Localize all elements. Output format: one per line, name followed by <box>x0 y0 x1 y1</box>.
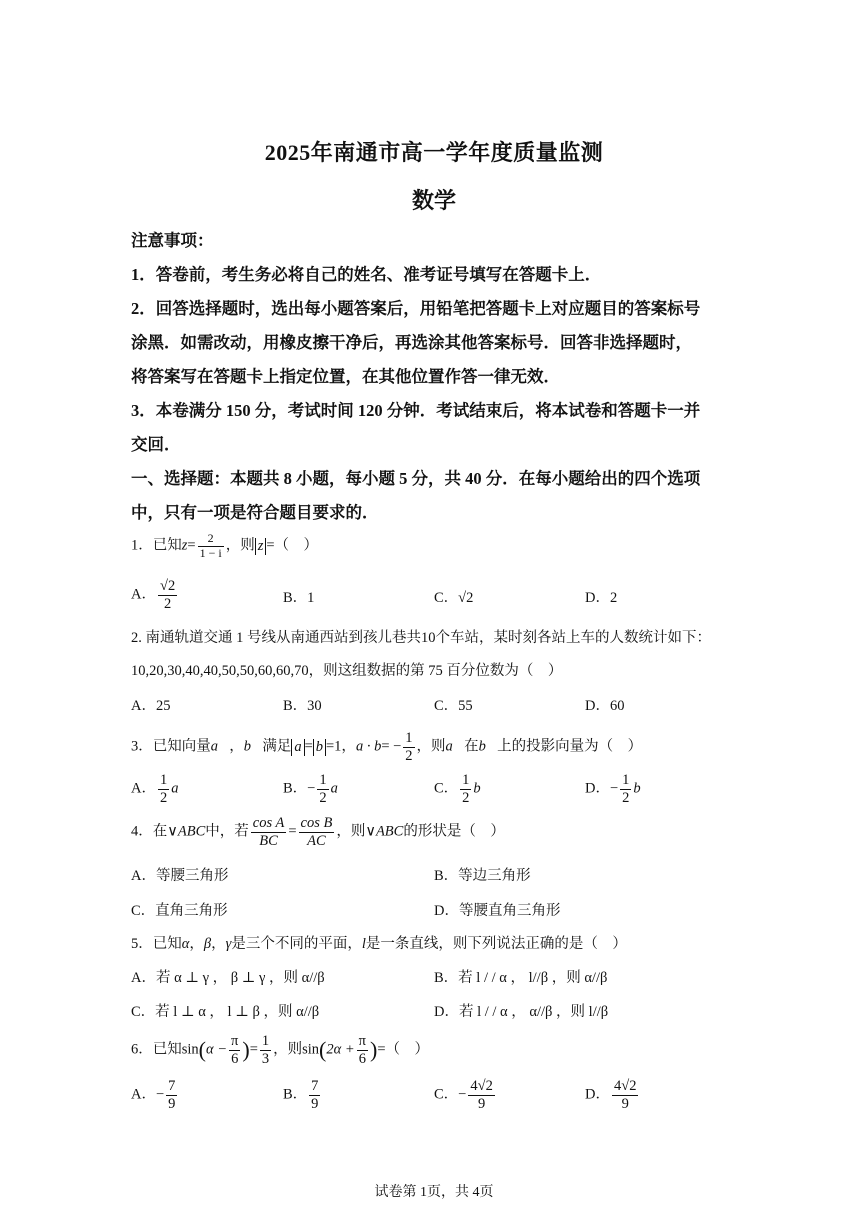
question-5 <box>131 932 627 953</box>
q3-num: 1 <box>405 730 413 746</box>
frac-num: 1 <box>261 1033 270 1049</box>
frac-num: 1 <box>319 772 327 788</box>
option-label: C． <box>434 1086 459 1103</box>
exam-title: 2025年南通市高一学年度质量监测 <box>264 140 604 165</box>
q3-dot: a · b <box>355 738 382 755</box>
q3-eq1: =1， <box>326 738 356 755</box>
q3-eq2: = − <box>381 738 402 755</box>
q1-option-b[interactable]: B．1 <box>283 590 315 606</box>
q6-suffix: =（ ） <box>377 1041 429 1058</box>
q4-option-c[interactable]: C．直角三角形 <box>131 903 228 919</box>
frac-num: π <box>358 1033 366 1049</box>
option-label: B． <box>283 1086 308 1103</box>
q4-frac1 <box>251 815 287 849</box>
option-label: D． <box>585 1086 610 1103</box>
q4-then: ，则∨ <box>336 823 376 840</box>
frac-den: 2 <box>462 789 470 806</box>
q1-mid: ，则 <box>225 537 255 554</box>
note-line: 交回． <box>131 435 181 454</box>
q4-eq: = <box>288 823 297 840</box>
q6-c-frac <box>468 1078 494 1112</box>
q6-d-frac <box>612 1078 638 1112</box>
page-footer: 试卷第 1页，共 4页 <box>374 1185 494 1200</box>
frac-den: 6 <box>358 1050 366 1067</box>
question-4 <box>131 815 505 849</box>
q6-a-frac <box>166 1078 177 1112</box>
q1-var: z <box>181 537 188 554</box>
q3-sep: ， <box>229 738 244 755</box>
frac-num: cos A <box>252 815 285 831</box>
frac-num: 1 <box>622 772 630 788</box>
q1-fraction <box>198 532 224 561</box>
question-1 <box>131 532 318 561</box>
q6-val <box>260 1033 271 1067</box>
q5-option-b[interactable]: B．若 l / / α ， l//β ，则 α//β <box>434 970 608 986</box>
q2-option-a[interactable]: A．25 <box>131 698 171 714</box>
q3-option-b[interactable] <box>283 772 349 806</box>
q6-arg2: 2α + <box>326 1041 355 1058</box>
frac-num: π <box>231 1033 239 1049</box>
option-label: B． <box>283 780 308 797</box>
q3-rest-a: a⃗ <box>445 738 465 755</box>
q5-option-d[interactable]: D．若 l / / α ， α//β ，则 l//β <box>434 1004 609 1020</box>
q4-mid: 中，若 <box>205 823 249 840</box>
q5-alpha: α <box>181 936 190 952</box>
q4-suffix: 的形状是（ ） <box>403 823 505 840</box>
q3-den: 2 <box>405 747 413 764</box>
vec: a⃗ <box>330 780 350 797</box>
q6-sin1: sin <box>181 1041 199 1058</box>
q1-option-d[interactable]: D．2 <box>585 590 618 606</box>
frac-den: BC <box>259 832 278 849</box>
q1-suffix: =（ ） <box>266 537 319 554</box>
q3-vec-a: a⃗ <box>210 738 230 755</box>
q3-cond: 满足 <box>262 738 292 755</box>
note-line: 3．本卷满分 150 分，考试时间 120 分钟．考试结束后，将本试卷和答题卡一并 <box>131 401 701 420</box>
q2-option-b[interactable]: B．30 <box>283 698 322 714</box>
q6-option-b[interactable] <box>283 1078 322 1112</box>
q1-den: 1 − i <box>199 545 222 560</box>
q6-option-c[interactable] <box>434 1078 497 1112</box>
q5-gamma: γ <box>225 936 232 952</box>
note-line: 2．回答选择题时，选出每小题答案后，用铅笔把答题卡上对应题目的答案标号 <box>131 299 701 318</box>
q3-fraction <box>403 730 414 764</box>
question-2-line2: 10,20,30,40,40,50,50,60,60,70，则这组数据的第 75 百分位数为（ ） <box>131 663 563 679</box>
q6-then: ，则 <box>273 1041 303 1058</box>
q2-option-d[interactable]: D．60 <box>585 698 625 714</box>
frac-num: 1 <box>462 772 470 788</box>
q6-sin2: sin <box>302 1041 320 1058</box>
q3-rest-b: b⃗ <box>478 738 498 755</box>
q4-tri2: ABC <box>375 823 404 840</box>
vec: a⃗ <box>171 780 190 797</box>
sign: − <box>458 1086 467 1103</box>
q6-b-frac <box>309 1078 320 1112</box>
question-3: 3．已知向量a⃗，b⃗满足 a = b =1，a · b= − $\frac{1}{2}$ ，则a⃗在b⃗上的投影向量为（ ） <box>131 730 643 764</box>
q3-rest: ，则 <box>416 738 446 755</box>
q5-option-c[interactable]: C．若 l ⊥ α ， l ⊥ β ，则 α//β <box>131 1004 320 1020</box>
sign: − <box>609 780 619 797</box>
note-line: 1．答卷前，考生务必将自己的姓名、准考证号填写在答题卡上． <box>131 265 602 284</box>
q6-eq: = <box>249 1041 258 1058</box>
section-line: 一、选择题：本题共 8 小题，每小题 5 分，共 40 分．在每小题给出的四个选项 <box>131 469 701 488</box>
option-label: C． <box>434 590 459 606</box>
q6-arg1: α − <box>206 1041 228 1058</box>
subject-title: 数学 <box>411 188 456 213</box>
option-label: A． <box>131 1086 156 1103</box>
question-6: 6．已知sin(α − $\frac{\pi}{6}$ )= $\frac{1}{3}$ ，则sin(2α + $\frac{\pi}{6}$ )=（ ） <box>131 1033 429 1067</box>
option-label: C． <box>434 780 459 797</box>
q3-abs-a: a <box>291 739 304 756</box>
q4-tri: ABC <box>177 823 206 840</box>
frac-den: AC <box>307 832 326 849</box>
q6-option-a[interactable] <box>131 1078 179 1112</box>
frac-den: 9 <box>621 1095 629 1112</box>
q3-abs-b: b <box>313 739 326 756</box>
q5-text3: 是一条直线，则下列说法正确的是（ ） <box>365 936 627 952</box>
q6-pi1 <box>229 1033 240 1067</box>
q4-option-a[interactable]: A．等腰三角形 <box>131 868 229 884</box>
q3-b-frac <box>317 772 328 806</box>
frac-num: 4√2 <box>613 1078 637 1094</box>
q5-option-a[interactable]: A．若 α ⊥ γ ， β ⊥ γ ，则 α//β <box>131 970 325 986</box>
frac-den: 9 <box>311 1095 319 1112</box>
option-label: A． <box>131 780 156 797</box>
q4-frac2 <box>299 815 335 849</box>
frac-den: 2 <box>319 789 327 806</box>
q6-option-d[interactable] <box>585 1078 640 1112</box>
section-line: 中，只有一项是符合题目要求的． <box>131 503 379 522</box>
q1-c-value: √2 <box>458 590 474 606</box>
frac-den: 9 <box>168 1095 176 1112</box>
q1-abs: z <box>255 538 267 555</box>
q6-pi2 <box>357 1033 368 1067</box>
sign: − <box>307 780 316 797</box>
q1-eq: = <box>187 537 196 554</box>
q3-suffix: 上的投影向量为（ ） <box>497 738 643 755</box>
frac-den: 3 <box>261 1050 270 1067</box>
q4-option-b[interactable]: B．等边三角形 <box>434 868 531 884</box>
q5-l: l <box>361 936 366 952</box>
q3-option-a[interactable] <box>131 772 190 806</box>
q5-c2: ， <box>211 936 226 952</box>
note-line: 涂黑．如需改动，用橡皮擦干净后，再选涂其他答案标号．回答非选择题时， <box>131 333 692 352</box>
vec: b⃗ <box>473 780 492 797</box>
frac-den: 2 <box>159 789 168 806</box>
q3-vec-b: b⃗ <box>243 738 263 755</box>
q1-a-num: √2 <box>159 578 176 594</box>
vec: b⃗ <box>633 780 652 797</box>
frac-num: 7 <box>311 1078 319 1094</box>
q5-text1: 5．已知 <box>131 936 182 952</box>
q1-num: 2 <box>198 532 224 547</box>
frac-num: 7 <box>168 1078 176 1094</box>
frac-den: 2 <box>622 789 630 806</box>
notes-heading: 注意事项： <box>131 231 214 250</box>
q5-beta: β <box>203 936 212 952</box>
question-2-line1: 2. 南通轨道交通 1 号线从南通西站到孩儿巷共10个车站，某时刻各站上车的人数统计如下： <box>131 630 711 646</box>
frac-num: 4√2 <box>470 1078 493 1094</box>
q5-text2: 是三个不同的平面， <box>231 936 362 952</box>
frac-den: 9 <box>477 1095 486 1112</box>
frac-den: 6 <box>231 1050 239 1067</box>
q4-prefix: 4．在∨ <box>131 823 178 840</box>
q2-option-c[interactable]: C．55 <box>434 698 473 714</box>
q3-option-c[interactable] <box>434 772 492 806</box>
option-label: A． <box>131 586 156 603</box>
q1-a-fraction <box>158 578 177 612</box>
q3-prefix: 3．已知向量 <box>131 738 211 755</box>
q1-prefix: 1．已知 <box>131 537 182 554</box>
option-label: D． <box>585 780 610 797</box>
q3-a-frac <box>158 772 169 806</box>
frac-num: cos B <box>300 815 333 831</box>
q5-c1: ， <box>189 936 204 952</box>
q3-d-frac <box>620 772 631 806</box>
q6-prefix: 6．已知 <box>131 1041 182 1058</box>
frac-num: 1 <box>159 772 168 788</box>
q4-option-d[interactable]: D．等腰直角三角形 <box>434 903 561 919</box>
note-line: 将答案写在答题卡上指定位置，在其他位置作答一律无效． <box>131 367 560 386</box>
q1-option-a[interactable] <box>131 578 179 612</box>
q1-a-den: 2 <box>163 595 172 612</box>
q3-c-frac <box>460 772 471 806</box>
sign: − <box>155 1086 165 1103</box>
q1-option-c[interactable] <box>434 586 473 607</box>
q3-rest-mid: 在 <box>464 738 479 755</box>
q3-option-d[interactable] <box>585 772 652 806</box>
